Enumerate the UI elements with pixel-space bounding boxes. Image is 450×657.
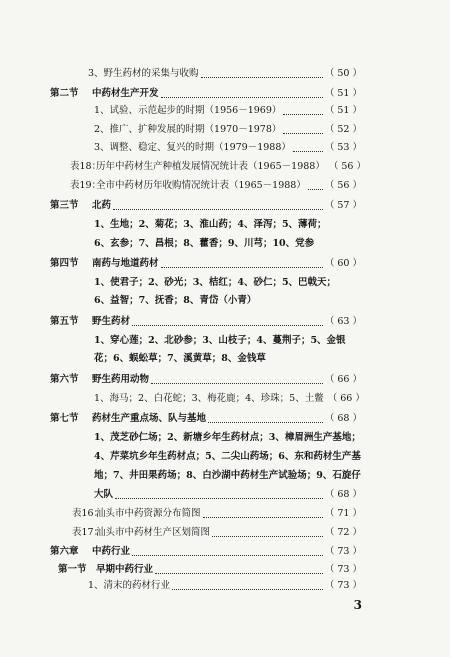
section-label: 第三节 <box>50 200 79 211</box>
entry-page: （ 60 ） <box>324 258 362 269</box>
dot-leader <box>208 422 323 423</box>
item-line: 1、穿心莲；2、北砂参；3、山枝子；4、蔓荆子；5、金银 <box>94 335 346 346</box>
toc-table <box>72 508 362 520</box>
toc-entry <box>94 142 362 154</box>
section-label: 第七节 <box>50 413 79 424</box>
entry-page: （ 73 ） <box>324 564 362 575</box>
entry-page: （ 51 ） <box>324 88 362 99</box>
page-number: 3 <box>353 598 362 612</box>
toc-entry <box>88 580 362 592</box>
section-title: 野生药材 <box>92 316 131 327</box>
toc-entry <box>88 68 362 80</box>
entry-page: （ 68 ） <box>324 413 362 424</box>
item-line: 1、茂芝砂仁场；2、新塘乡年生药材点；3、樟眉洲生产基地； <box>94 432 361 443</box>
toc-section <box>50 374 362 386</box>
dot-leader <box>203 517 323 518</box>
toc-entry <box>94 393 365 405</box>
section-title: 早期中药行业 <box>96 564 154 575</box>
item-line: 1、生地；2、菊花；3、淮山药；4、泽泻；5、薄荷； <box>94 219 327 230</box>
entry-page: （ 50 ） <box>324 68 362 79</box>
dot-leader <box>308 189 323 190</box>
dot-leader <box>172 589 323 590</box>
toc-table <box>70 161 366 173</box>
dot-leader <box>212 536 323 537</box>
entry-title: 3、野生药材的采集与收购 <box>88 68 199 79</box>
entry-title: 1、海马；2、白花蛇；3、梅花鹿；4、珍珠；5、土鳖 <box>94 393 324 404</box>
dot-leader <box>113 209 323 210</box>
dot-leader <box>293 151 323 152</box>
dot-leader <box>283 114 322 115</box>
section-label: 第二节 <box>50 88 79 99</box>
dot-leader <box>161 267 323 268</box>
entry-page: （ 51 ） <box>324 105 362 116</box>
section-title: 南药与地道药材 <box>92 258 159 269</box>
entry-page: （ 72 ） <box>324 527 362 538</box>
toc-chapter <box>50 546 362 558</box>
table-title: 历年中药材生产种植发展情况统计表（1965－1988） <box>96 161 325 172</box>
dot-leader <box>115 498 323 499</box>
toc-section <box>50 258 362 270</box>
section-label: 第四节 <box>50 258 79 269</box>
dot-leader <box>201 77 323 78</box>
entry-page: （ 53 ） <box>324 142 362 153</box>
entry-title: 3、调整、稳定、复兴的时期（1979－1988） <box>94 142 291 153</box>
toc-section <box>50 88 362 100</box>
toc-section <box>58 564 362 576</box>
item-line: 6、玄参；7、昌根；8、藿香；9、川芎；10、党参 <box>94 238 315 249</box>
dot-leader <box>151 383 323 384</box>
section-title: 药材生产重点场、队与基地 <box>92 413 207 424</box>
entry-page: （ 52 ） <box>324 124 362 135</box>
dot-leader <box>283 133 322 134</box>
item-line: 花；6、蜈蚣草；7、溪黄草；8、金钱草 <box>94 353 266 364</box>
item-line: 4、芹菜坑乡年生药材点；5、二尖山药场；6、东和药材生产基 <box>94 451 361 462</box>
dot-leader <box>155 573 323 574</box>
table-label: 表18： <box>70 161 102 172</box>
dot-leader <box>132 325 323 326</box>
entry-title: 2、推广、扩种发展的时期（1970－1978） <box>94 124 282 135</box>
entry-page: （ 66 ） <box>327 393 365 404</box>
table-title: 汕头市中药材生产区划简图 <box>96 527 211 538</box>
dot-leader <box>161 97 323 98</box>
table-label: 表17： <box>72 527 104 538</box>
item-line: 地；7、井田果药场；8、白沙湖中药材生产试验场；9、石旋仔 <box>94 470 361 481</box>
toc-entry <box>94 105 362 117</box>
entry-page: （ 73 ） <box>324 546 362 557</box>
toc-entry <box>94 124 362 136</box>
entry-page: （ 56 ） <box>328 161 366 172</box>
entry-page: （ 68 ） <box>324 489 362 500</box>
toc-section <box>50 413 362 425</box>
toc-table <box>70 180 362 192</box>
section-label: 第五节 <box>50 316 79 327</box>
entry-page: （ 57 ） <box>324 200 362 211</box>
entry-title: 大队 <box>94 489 114 500</box>
entry-page: （ 63 ） <box>324 316 362 327</box>
table-label: 表16： <box>72 508 104 519</box>
section-title: 野生药用动物 <box>92 374 150 385</box>
entry-title: 1、试验、示范起步的时期（1956－1969） <box>94 105 282 116</box>
table-title: 汕头市中药资源分布简图 <box>96 508 201 519</box>
toc-table <box>72 527 362 539</box>
toc-section <box>50 316 362 328</box>
chapter-title: 中药行业 <box>92 546 131 557</box>
table-title: 全市中药材历年收购情况统计表（1965－1988） <box>96 180 306 191</box>
entry-page: （ 71 ） <box>324 508 362 519</box>
entry-title: 1、清末的药材行业 <box>88 580 171 591</box>
item-line: 1、使君子；2、砂光；3、桔红；4、砂仁；5、巴戟天； <box>94 277 337 288</box>
section-title: 中药材生产开发 <box>92 88 159 99</box>
section-label: 第一节 <box>58 564 87 575</box>
chapter-label: 第六章 <box>50 546 79 557</box>
entry-page: （ 66 ） <box>324 374 362 385</box>
table-label: 表19： <box>70 180 102 191</box>
entry-page: （ 73 ） <box>324 580 362 591</box>
toc-section <box>50 200 362 212</box>
toc-entry <box>94 489 362 501</box>
section-label: 第六节 <box>50 374 79 385</box>
section-title: 北药 <box>92 200 112 211</box>
entry-page: （ 56 ） <box>324 180 362 191</box>
item-line: 6、益智；7、抚香；8、青岱（小青） <box>94 295 257 306</box>
dot-leader <box>132 555 323 556</box>
